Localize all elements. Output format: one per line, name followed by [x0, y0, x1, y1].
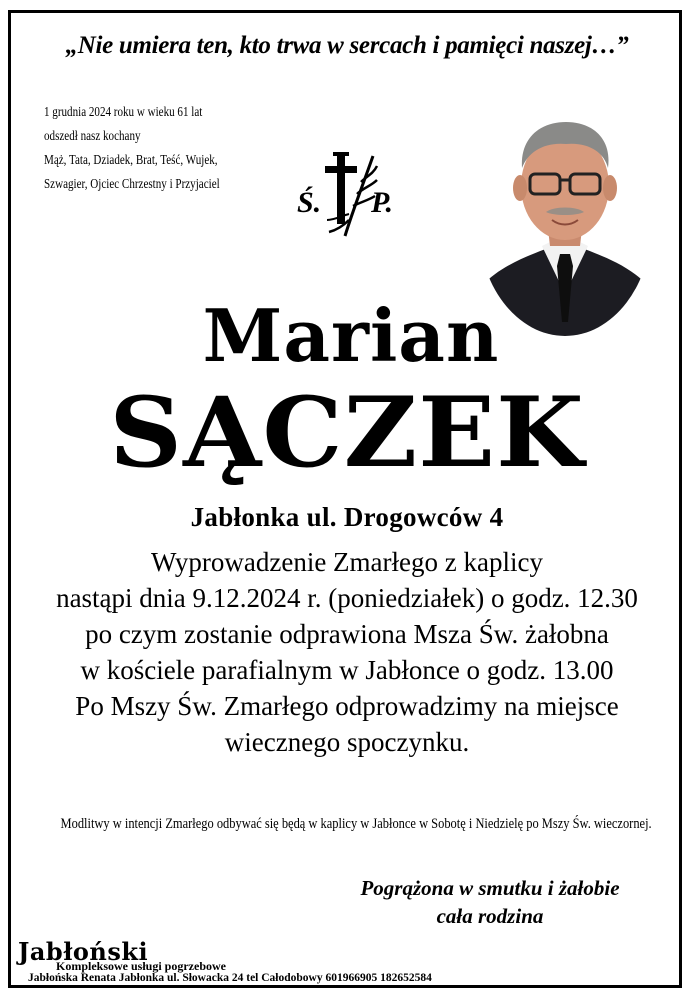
sp-emblem — [295, 150, 405, 242]
detail-line: Po Mszy Św. Zmarłego odprowadzimy na miejsce — [75, 691, 619, 721]
closing-signature — [320, 874, 660, 930]
funeral-home-tagline: Kompleksowe usługi pogrzebowe — [56, 959, 227, 973]
intro-line: odszedł nasz kochany — [44, 128, 141, 143]
intro-line: 1 grudnia 2024 roku w wieku 61 lat — [44, 104, 203, 119]
funeral-details — [0, 544, 694, 760]
last-name: SĄCZEK — [109, 376, 585, 489]
sp-letter-p: P. — [371, 186, 393, 219]
closing-line: cała rodzina — [436, 904, 544, 928]
intro-line: Mąż, Tata, Dziadek, Brat, Teść, Wujek, — [44, 152, 218, 167]
detail-line: nastąpi dnia 9.12.2024 r. (poniedziałek) o godz. 12.30 — [56, 583, 638, 613]
memorial-quote: „Nie umiera ten, kto trwa w sercach i pamięci naszej…” — [65, 32, 629, 59]
detail-line: wiecznego spoczynku. — [224, 727, 470, 757]
address: Jabłonka ul. Drogowców 4 — [190, 502, 504, 532]
sp-letter-s: Ś. — [297, 186, 322, 219]
first-name: Marian — [202, 293, 500, 378]
closing-line: Pogrążona w smutku i żałobie — [360, 876, 620, 900]
funeral-home-contact: Jabłońska Renata Jabłonka ul. Słowacka 24 tel Całodobowy 601966905 182652584 — [28, 972, 432, 984]
intro-text — [44, 100, 220, 196]
detail-line: Wyprowadzenie Zmarłego z kaplicy — [151, 547, 543, 577]
funeral-home-logo: Jabłoński — [18, 937, 149, 966]
detail-line: po czym zostanie odprawiona Msza Św. żałobna — [85, 619, 609, 649]
intro-line: Szwagier, Ojciec Chrzestny i Przyjaciel — [44, 176, 220, 191]
detail-line: w kościele parafialnym w Jabłonce o godz. 13.00 — [80, 655, 614, 685]
prayer-note — [0, 816, 694, 833]
prayer-note-text: Modlitwy w intencji Zmarłego odbywać się będą w kaplicy w Jabłonce w Sobotę i Niedzielę po Mszy Św. wieczornej. — [60, 816, 652, 832]
